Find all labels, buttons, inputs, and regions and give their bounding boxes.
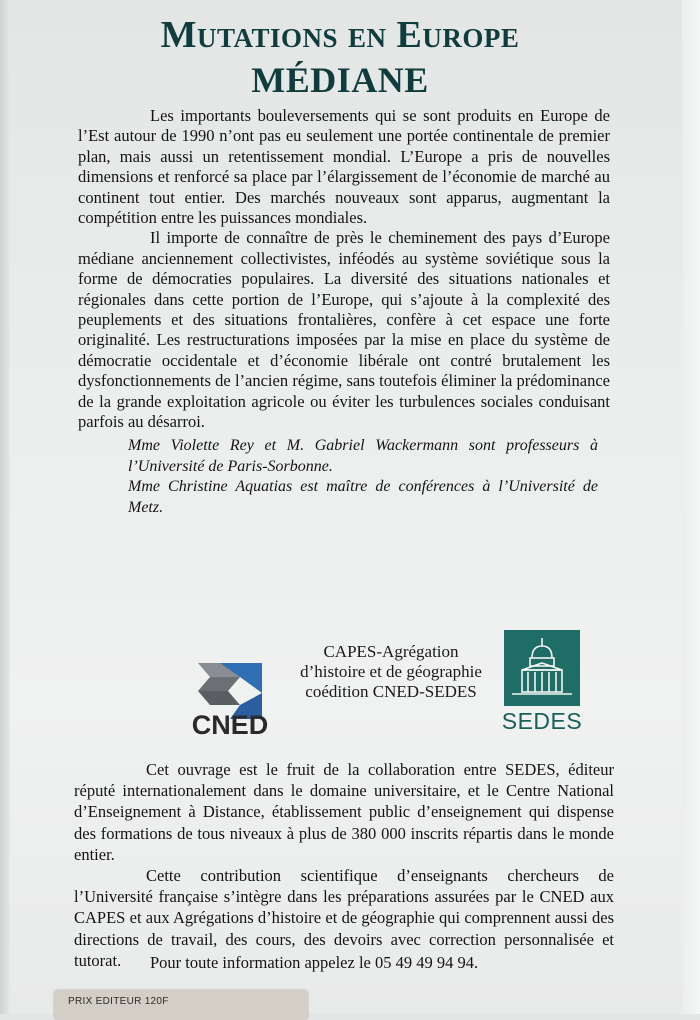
outro-text [74, 759, 614, 971]
sorbonne-building-icon [504, 630, 580, 706]
book-title-line1 [60, 12, 620, 58]
contact-info: Pour toute information appelez le 05 49 49 94 94. [150, 953, 479, 972]
intro-text [78, 106, 610, 433]
authors-note [128, 436, 598, 518]
book-edge [0, 0, 10, 1014]
publisher-logos [0, 628, 700, 748]
authors-line-2: Mme Christine Aquatias est maître de conférences à l’Université de Metz. [128, 478, 598, 516]
title-text-2: MÉDIANE [251, 60, 429, 100]
intro-paragraph-2: Il importe de connaître de près le cheminement des pays d’Europe médiane anciennement collectivistes, inféodés au système soviétique sous la forme de démocraties populaires. La diversité des situations nationales et régionales dans cette portion de l’Europe, qui s’ajoute à la complexité des peuplements et des situations frontalières, confère à cet espace une forte originalité. Les restructurations imposées par la mise en place du système de démocratie occidentale et d’économie libérale ont contré brutalement les dysfonctionnements de l’ancien régime, sans toutefois éliminer la prédominance de la grande exploitation agricole ou éviter les turbulences sociales conduisant parfois au désarroi. [78, 228, 610, 432]
intro-paragraph-1: Les importants bouleversements qui se sont produits en Europe de l’Est autour de 1990 n’ont pas eu seulement une portée continentale de premier plan, mais aussi un retentissement mondial. L’Europe a pris de nouvelles dimensions et renforcé sa place par l’élargissement de l’économie de marché au continent tout entier. Des marchés nouveaux sont apparus, augmentant la compétition entre les puissances mondiales. [78, 106, 610, 228]
book-title-line2 [60, 58, 620, 102]
outro-paragraph-1: Cet ouvrage est le fruit de la collaboration entre SEDES, éditeur réputé internationalement dans le domaine universitaire, et le Centre National d’Enseignement à Distance, établissement public d’enseignement qui dispense des formations de tous niveaux à plus de 380 000 inscrits répartis dans le monde entier. [74, 760, 614, 864]
sedes-logo-icon [504, 630, 580, 706]
coedition-line-1: CAPES-Agrégation [323, 642, 459, 661]
coedition-line-3: coédition CNED-SEDES [305, 682, 477, 701]
coedition-text [286, 642, 496, 702]
cned-wordmark: CNED [191, 710, 269, 740]
book-edge-right [682, 0, 700, 1014]
outro-paragraph-2: Cette contribution scientifique d’enseignants chercheurs de l’Université française s’intègre dans les préparations assurées par le CNED aux CAPES et aux Agrégations d’histoire et de géographie qui comprennent aussi des directions de travail, des cours, des devoirs avec correction personnalisée et tutorat. [74, 866, 614, 970]
authors-line-1: Mme Violette Rey et M. Gabriel Wackermann sont professeurs à l’Université de Paris-Sorbonne. [128, 437, 598, 475]
coedition-line-2: d’histoire et de géographie [300, 662, 482, 681]
price-sticker [54, 990, 308, 1020]
sedes-wordmark: SEDES [501, 708, 583, 734]
title-text-1: Mutations en Europe [160, 14, 520, 56]
price-label: PRIX EDITEUR 120F [68, 996, 169, 1007]
